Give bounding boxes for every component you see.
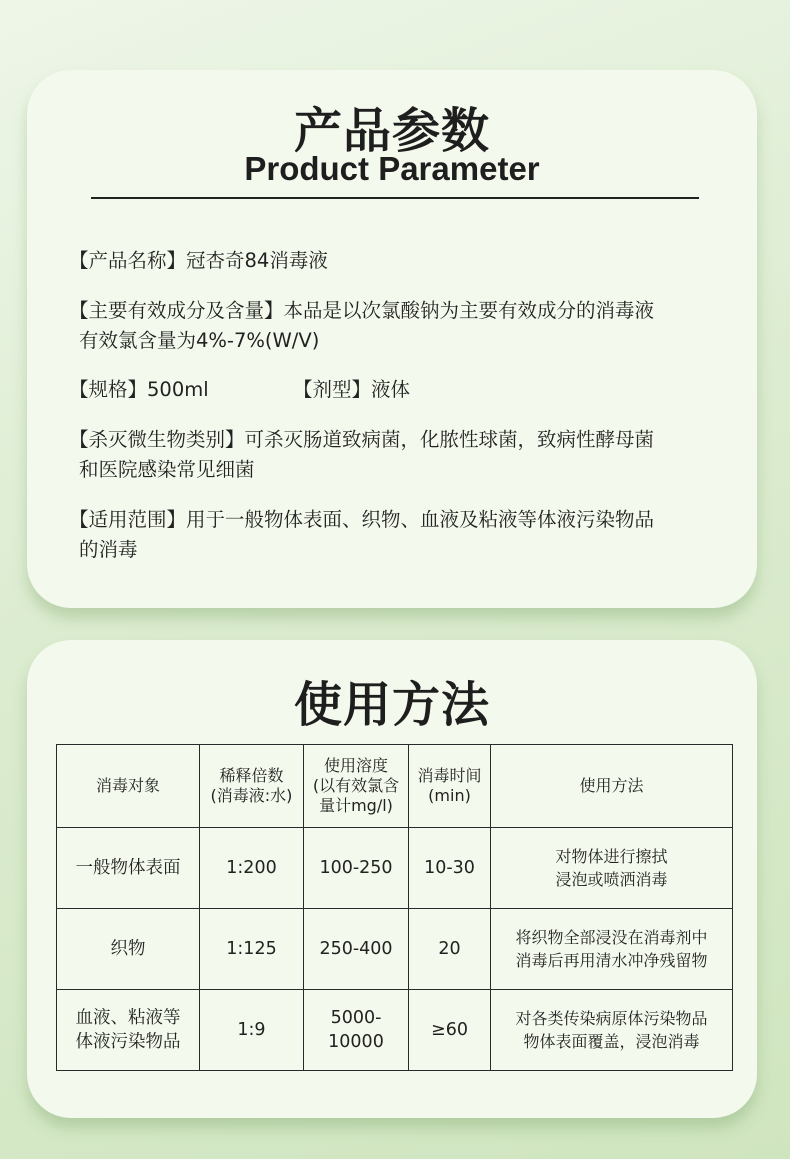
- cell-time: 10-30: [409, 828, 491, 909]
- param-ingredient-line1: 【主要有效成分及含量】本品是以次氯酸钠为主要有效成分的消毒液: [69, 299, 655, 322]
- cell-dilution: 1:125: [200, 909, 304, 990]
- cell-target: 织物: [57, 909, 200, 990]
- cell-time: ≥60: [409, 990, 491, 1071]
- cell-concentration: 100-250: [304, 828, 409, 909]
- table-row: [57, 909, 733, 990]
- cell-target: 血液、粘液等 体液污染物品: [57, 990, 200, 1071]
- table-row: [57, 828, 733, 909]
- param-product-name: 【产品名称】冠杏奇84消毒液: [69, 249, 328, 272]
- header-target: 消毒对象: [57, 745, 200, 828]
- header-method: 使用方法: [491, 745, 733, 828]
- cell-target: 一般物体表面: [57, 828, 200, 909]
- section-subtitle: Product Parameter: [244, 150, 540, 187]
- cell-dilution: 1:200: [200, 828, 304, 909]
- cell-method: 对物体进行擦拭 浸泡或喷洒消毒: [491, 828, 733, 909]
- param-scope: [69, 505, 729, 565]
- param-microbes-line1: 【杀灭微生物类别】可杀灭肠道致病菌，化脓性球菌，致病性酵母菌: [69, 428, 655, 451]
- product-parameter-card: [27, 70, 757, 608]
- table-row: [57, 990, 733, 1071]
- header-time: 消毒时间 (min): [409, 745, 491, 828]
- cell-concentration: 250-400: [304, 909, 409, 990]
- title-divider: [91, 197, 699, 199]
- cell-concentration: 5000-10000: [304, 990, 409, 1071]
- param-microbes-line2: 和医院感染常见细菌: [79, 458, 255, 481]
- param-ingredient: [69, 296, 729, 356]
- header-dilution: 稀释倍数 (消毒液:水): [200, 745, 304, 828]
- param-microbes: [69, 425, 729, 485]
- usage-table: [56, 744, 733, 1071]
- cell-method: 对各类传染病原体污染物品 物体表面覆盖，浸泡消毒: [491, 990, 733, 1071]
- table-header-row: [57, 745, 733, 828]
- cell-time: 20: [409, 909, 491, 990]
- usage-method-card: [27, 640, 757, 1118]
- param-spec: 【规格】500ml: [69, 378, 209, 401]
- param-ingredient-line2: 有效氯含量为4%-7%(W/V): [79, 329, 320, 352]
- cell-dilution: 1:9: [200, 990, 304, 1071]
- section-title: 产品参数: [293, 103, 490, 159]
- param-scope-line1: 【适用范围】用于一般物体表面、织物、血液及粘液等体液污染物品: [69, 508, 655, 531]
- header-concentration: 使用溶度 (以有效氯含 量计mg/l): [304, 745, 409, 828]
- cell-method: 将织物全部浸没在消毒剂中 消毒后再用清水冲净残留物: [491, 909, 733, 990]
- section-title: 使用方法: [293, 677, 490, 733]
- param-form: 【剂型】液体: [293, 378, 411, 401]
- param-scope-line2: 的消毒: [79, 538, 138, 561]
